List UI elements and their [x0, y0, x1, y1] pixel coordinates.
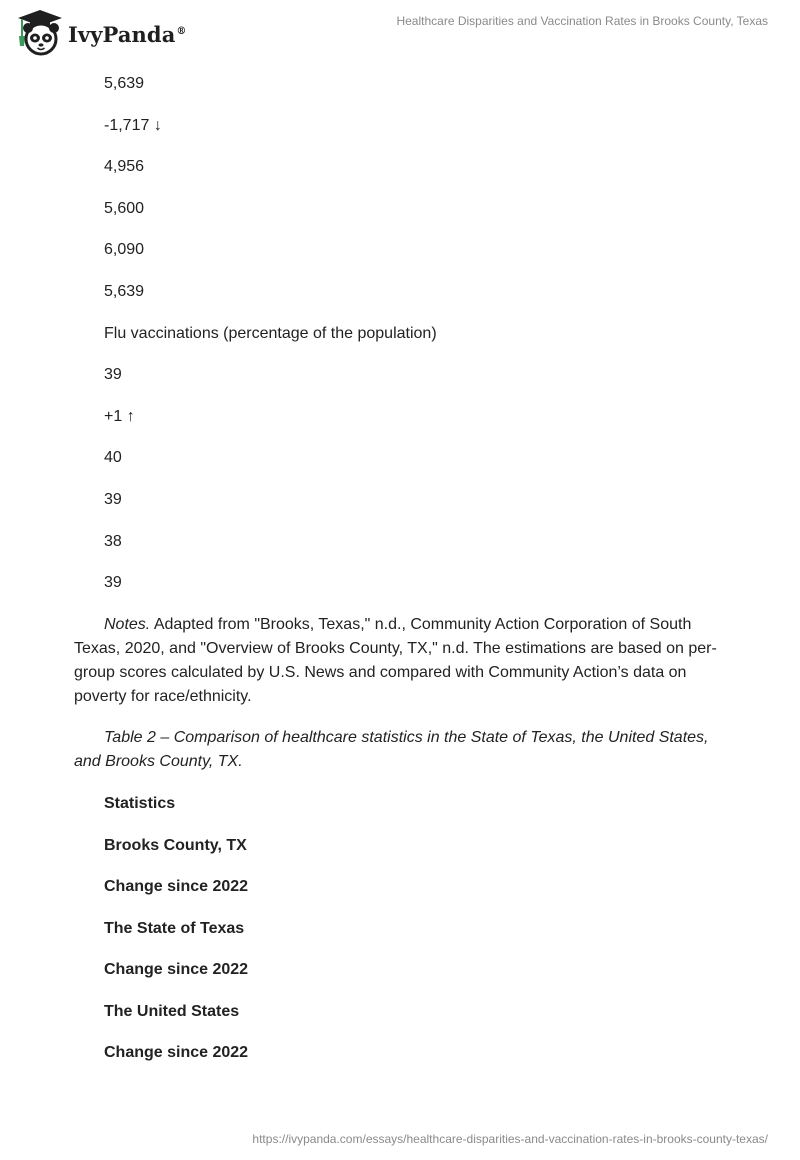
table-header-cell: The State of Texas: [104, 919, 245, 937]
table-header-cell: Brooks County, TX: [104, 836, 247, 854]
table-cell: 39: [104, 490, 122, 508]
notes-label: Notes.: [104, 615, 151, 633]
brand-logo[interactable]: [14, 8, 187, 58]
table-header-cell: The United States: [104, 1002, 240, 1020]
table-cell: 5,600: [104, 199, 145, 217]
document-body: [74, 72, 726, 1083]
table-cell: 6,090: [104, 241, 145, 259]
table-cell: 38: [104, 532, 122, 550]
page-header: [0, 0, 800, 64]
document-title: Healthcare Disparities and Vaccination Rates in Brooks County, Texas: [396, 14, 768, 28]
table-caption: Table 2 – Comparison of healthcare statistics in the State of Texas, the United States, and Brooks County, TX.: [74, 729, 709, 771]
table-header-cell: Change since 2022: [104, 961, 249, 979]
table-cell: 4,956: [104, 158, 145, 176]
table-notes: [74, 613, 726, 709]
table-cell: 40: [104, 449, 122, 467]
panda-graduate-icon: [14, 8, 66, 58]
row-label-flu-vaccinations: Flu vaccinations (percentage of the population): [104, 324, 437, 342]
table-cell: 39: [104, 574, 122, 592]
notes-text: Adapted from "Brooks, Texas," n.d., Community Action Corporation of South Texas, 2020, and "Overview of Brooks County, TX," n.d. The estimations are based on per-group scores calculated by U.S. News and compared with Community Action’s data on poverty for race/ethnicity.: [74, 615, 717, 705]
brand-name: IvyPanda®: [68, 21, 187, 47]
table-cell: +1 ↑: [104, 407, 135, 425]
table-cell: 39: [104, 366, 122, 384]
table-header-cell: Change since 2022: [104, 1044, 249, 1062]
table-cell: 5,639: [104, 282, 145, 300]
table-header-cell: Change since 2022: [104, 878, 249, 896]
table-cell: -1,717 ↓: [104, 116, 162, 134]
table-cell: 5,639: [104, 75, 145, 92]
table-header-cell: Statistics: [104, 794, 176, 812]
footer-url[interactable]: https://ivypanda.com/essays/healthcare-disparities-and-vaccination-rates-in-brooks-county-texas/: [252, 1132, 768, 1146]
